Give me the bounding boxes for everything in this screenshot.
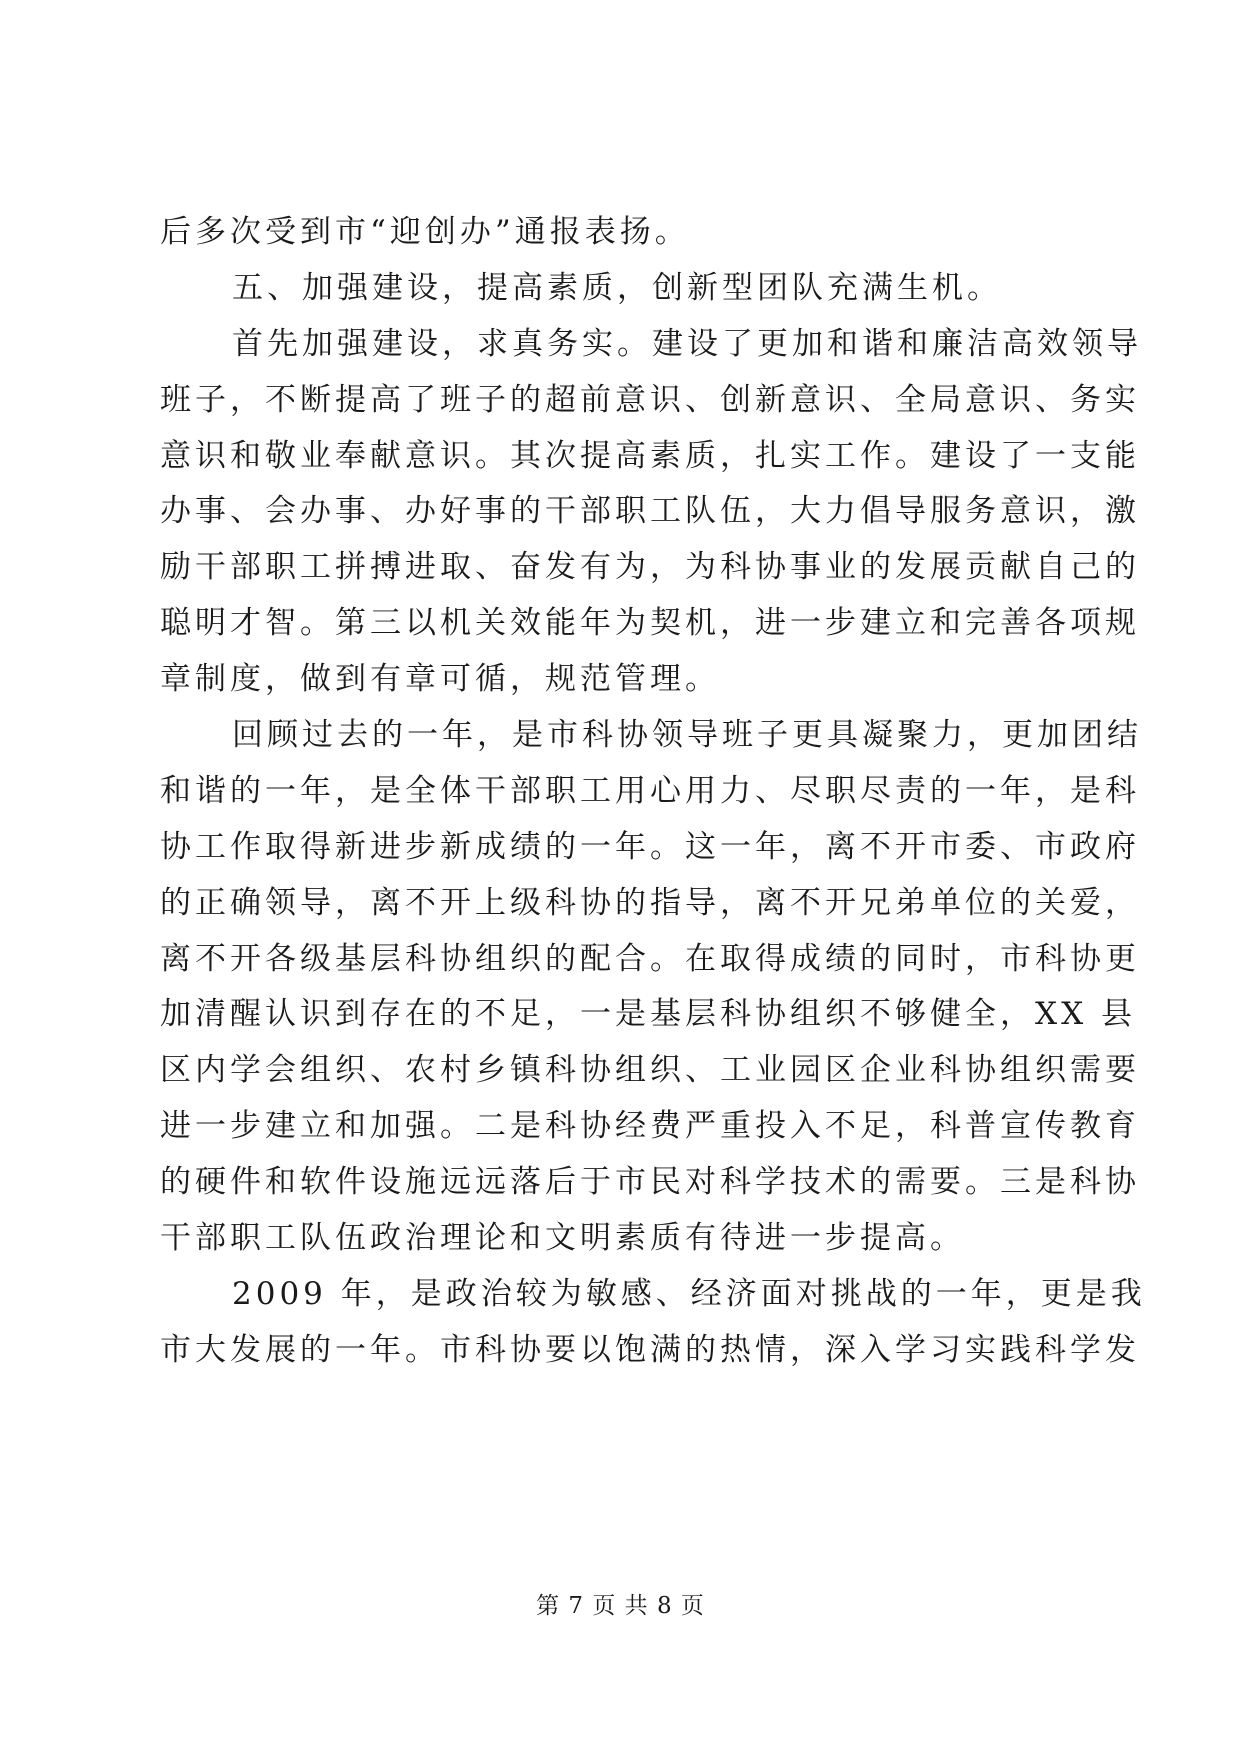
section-heading: 五、加强建设，提高素质，创新型团队充满生机。 (232, 269, 1002, 306)
text-line: 章制度，做到有章可循，规范管理。 (160, 661, 720, 698)
text-line: 意识和敬业奉献意识。其次提高素质，扎实工作。建设了一支能 (160, 437, 1140, 474)
text-line: 励干部职工拼搏进取、奋发有为，为科协事业的发展贡献自己的 (160, 549, 1140, 586)
text-line: 区内学会组织、农村乡镇科协组织、工业园区企业科协组织需要 (160, 1052, 1140, 1089)
text-line: 加清醒认识到存在的不足，一是基层科协组织不够健全，XX 县 (160, 996, 1136, 1033)
text-line: 后多次受到市“迎创办”通报表扬。 (160, 214, 690, 250)
text-line: 离不开各级基层科协组织的配合。在取得成绩的同时，市科协更 (160, 940, 1140, 977)
page-number: 第 7 页 共 8 页 (536, 1593, 705, 1619)
text-line: 的正确领导，离不开上级科协的指导，离不开兄弟单位的关爱， (160, 884, 1140, 921)
text-line: 聪明才智。第三以机关效能年为契机，进一步建立和完善各项规 (160, 605, 1140, 642)
text-line: 市大发展的一年。市科协要以饱满的热情，深入学习实践科学发 (160, 1331, 1140, 1368)
text-line: 协工作取得新进步新成绩的一年。这一年，离不开市委、市政府 (160, 828, 1140, 865)
text-line: 干部职工队伍政治理论和文明素质有待进一步提高。 (160, 1220, 965, 1257)
text-line: 办事、会办事、办好事的干部职工队伍，大力倡导服务意识，激 (160, 493, 1140, 530)
text-line: 班子，不断提高了班子的超前意识、创新意识、全局意识、务实 (160, 381, 1140, 418)
text-line: 和谐的一年，是全体干部职工用心用力、尽职尽责的一年，是科 (160, 772, 1140, 809)
text-line: 回顾过去的一年，是市科协领导班子更具凝聚力，更加团结 (232, 717, 1142, 754)
document-body (160, 205, 1146, 1379)
text-line: 首先加强建设，求真务实。建设了更加和谐和廉洁高效领导 (232, 325, 1142, 362)
text-line: 进一步建立和加强。二是科协经费严重投入不足，科普宣传教育 (160, 1108, 1140, 1145)
text-line: 2009 年，是政治较为敏感、经济面对挑战的一年，更是我 (232, 1275, 1146, 1312)
text-line: 的硬件和软件设施远远落后于市民对科学技术的需要。三是科协 (160, 1164, 1140, 1201)
